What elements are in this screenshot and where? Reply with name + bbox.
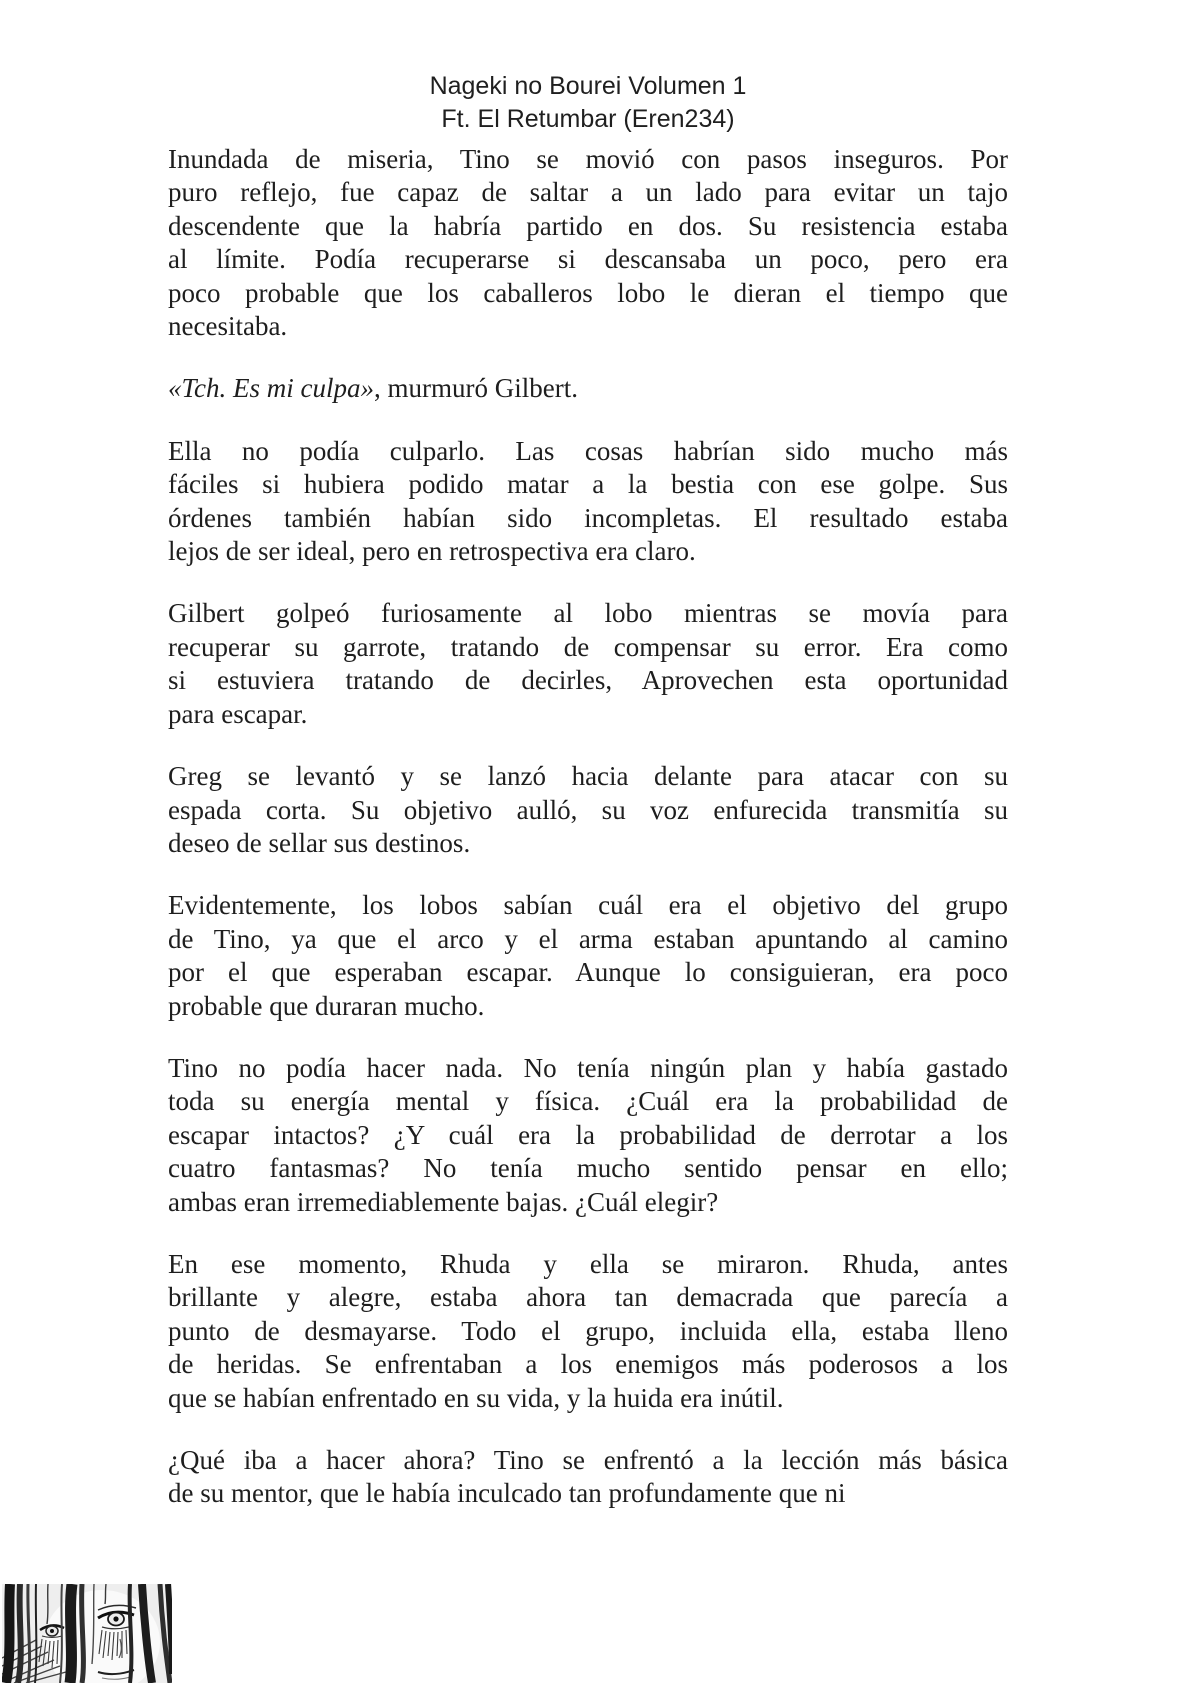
text-line: puro reflejo, fue capaz de saltar a un lado para evitar un tajo: [168, 177, 1008, 208]
text-line: necesitaba.: [168, 311, 288, 342]
text-line: órdenes también habían sido incompletas. El resultado estaba: [168, 502, 1008, 533]
text-line: Tino no podía hacer nada. No tenía ningún plan y había gastado: [168, 1052, 1008, 1083]
text-line: [168, 372, 1008, 405]
text-segment: , murmuró Gilbert.: [374, 373, 578, 404]
document-title-line1: Nageki no Bourei Volumen 1: [429, 72, 747, 100]
text-line: de heridas. Se enfrentaban a los enemigos más poderosos a los: [168, 1349, 1008, 1380]
text-line: para escapar.: [168, 698, 308, 729]
text-line: por el que esperaban escapar. Aunque lo consiguieran, era poco: [168, 957, 1008, 988]
text-line: poco probable que los caballeros lobo le dieran el tiempo que: [168, 277, 1008, 308]
text-line: En ese momento, Rhuda y ella se miraron. Rhuda, antes: [168, 1248, 1008, 1279]
paragraph: [168, 435, 1008, 569]
text-line: de Tino, ya que el arco y el arma estaban apuntando al camino: [168, 923, 1008, 954]
text-line: toda su energía mental y física. ¿Cuál era la probabilidad de: [168, 1086, 1008, 1117]
paragraph: [168, 372, 1008, 405]
text-line: Inundada de miseria, Tino se movió con pasos inseguros. Por: [168, 144, 1008, 174]
paragraph: [168, 597, 1008, 731]
paragraph: [168, 760, 1008, 860]
text-line: lejos de ser ideal, pero en retrospectiva era claro.: [168, 536, 696, 567]
paragraph: [168, 1444, 1008, 1511]
text-line: que se habían enfrentado en su vida, y la huida era inútil.: [168, 1382, 784, 1413]
text-line: espada corta. Su objetivo aulló, su voz enfurecida transmitía su: [168, 794, 1008, 825]
text-line: Evidentemente, los lobos sabían cuál era el objetivo del grupo: [168, 890, 1008, 921]
text-line: al límite. Podía recuperarse si descansaba un poco, pero era: [168, 244, 1008, 275]
text-line: ¿Qué iba a hacer ahora? Tino se enfrentó a la lección más básica: [168, 1445, 1008, 1475]
text-line: probable que duraran mucho.: [168, 990, 485, 1021]
manga-face-image: [2, 1584, 172, 1683]
text-line: Ella no podía culparlo. Las cosas habrían sido mucho más: [168, 435, 1008, 466]
paragraph: [168, 143, 1008, 343]
text-line: brillante y alegre, estaba ahora tan demacrada que parecía a: [168, 1282, 1008, 1313]
paragraph: [168, 1248, 1008, 1415]
text-line: Gilbert golpeó furiosamente al lobo mientras se movía para: [168, 598, 1008, 629]
text-line: escapar intactos? ¿Y cuál era la probabilidad de derrotar a los: [168, 1119, 1008, 1150]
text-line: descendente que la habría partido en dos. Su resistencia estaba: [168, 210, 1008, 241]
italic-text-segment: «Tch. Es mi culpa»: [168, 373, 375, 404]
text-line: Greg se levantó y se lanzó hacia delante para atacar con su: [168, 761, 1008, 792]
document-title: [168, 70, 1008, 136]
text-line: ambas eran irremediablemente bajas. ¿Cuál elegir?: [168, 1186, 719, 1217]
text-line: fáciles si hubiera podido matar a la bestia con ese golpe. Sus: [168, 469, 1008, 500]
document-title-line2: Ft. El Retumbar (Eren234): [441, 105, 735, 133]
text-line: deseo de sellar sus destinos.: [168, 827, 471, 858]
document-body: [168, 143, 1008, 1540]
text-line: cuatro fantasmas? No tenía mucho sentido pensar en ello;: [168, 1153, 1008, 1184]
paragraph: [168, 889, 1008, 1023]
paragraph: [168, 1052, 1008, 1219]
manga-face-illustration: [2, 1584, 172, 1683]
text-line: si estuviera tratando de decirles, Aprovechen esta oportunidad: [168, 665, 1008, 696]
text-line: punto de desmayarse. Todo el grupo, incluida ella, estaba lleno: [168, 1315, 1008, 1346]
text-line: recuperar su garrote, tratando de compensar su error. Era como: [168, 631, 1008, 662]
text-line: de su mentor, que le había inculcado tan profundamente que ni: [168, 1478, 846, 1509]
